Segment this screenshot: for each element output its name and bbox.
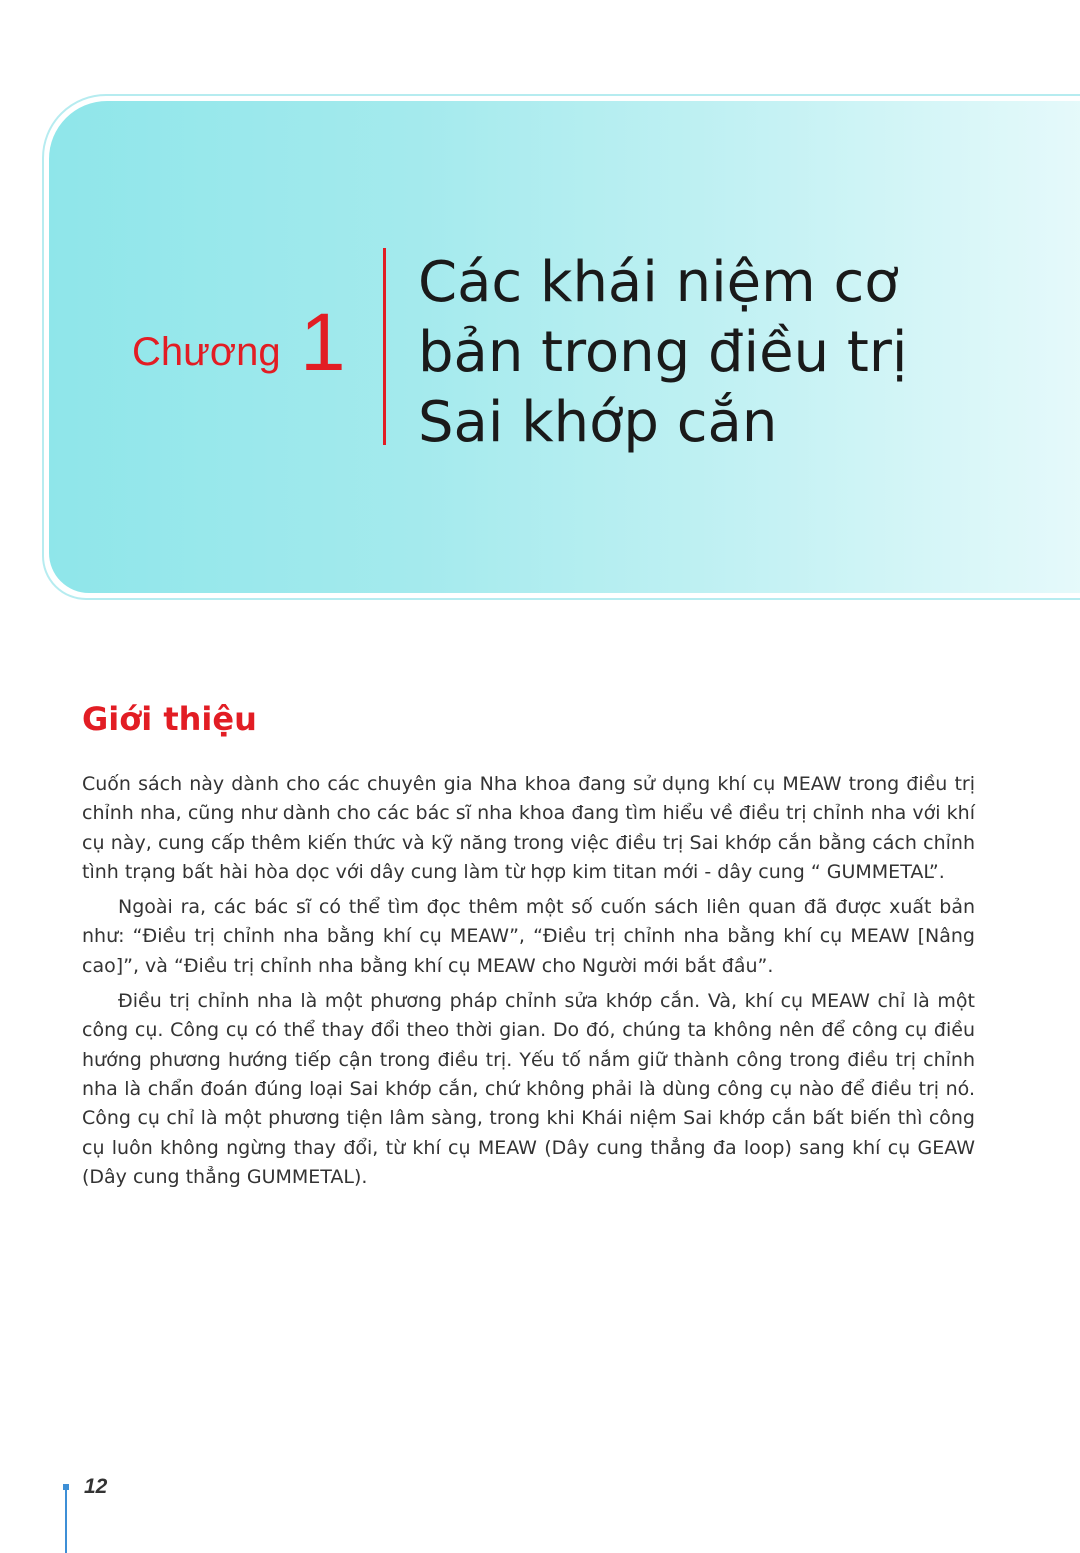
chapter-title-line: bản trong điều trị [418, 320, 908, 385]
section-heading: Giới thiệu [82, 700, 257, 738]
chapter-divider [383, 248, 386, 445]
page-rule [65, 1490, 67, 1553]
chapter-title-line: Các khái niệm cơ [418, 250, 899, 315]
chapter-title [418, 248, 1018, 458]
body-text [82, 770, 975, 1198]
page-number: 12 [84, 1475, 108, 1498]
paragraph: Cuốn sách này dành cho các chuyên gia Nha khoa đang sử dụng khí cụ MEAW trong điều trị chỉnh nha, cũng như dành cho các bác sĩ nha khoa đang tìm hiểu về điều trị chỉnh nha với khí cụ này, cung cấp thêm kiến thức và kỹ năng trong việc điều trị Sai khớp cắn bằng cách chỉnh tình trạng bất hài hòa dọc với dây cung làm từ hợp kim titan mới - dây cung “ GUMMETAL”. [82, 773, 975, 883]
chapter-title-line: Sai khớp cắn [418, 390, 778, 455]
paragraph: Điều trị chỉnh nha là một phương pháp chỉnh sửa khớp cắn. Và, khí cụ MEAW chỉ là một công cụ. Công cụ có thể thay đổi theo thời gian. Do đó, chúng ta không nên để công cụ điều hướng phương hướng tiếp cận trong điều trị. Yếu tố nắm giữ thành công trong điều trị chỉnh nha là chẩn đoán đúng loại Sai khớp cắn, chứ không phải là dùng công cụ nào để điều trị nó. Công cụ chỉ là một phương tiện lâm sàng, trong khi Khái niệm Sai khớp cắn bất biến thì công cụ luôn không ngừng thay đổi, từ khí cụ MEAW (Dây cung thẳng đa loop) sang khí cụ GEAW (Dây cung thẳng GUMMETAL). [82, 990, 975, 1188]
chapter-number: 1 [300, 297, 346, 388]
paragraph: Ngoài ra, các bác sĩ có thể tìm đọc thêm một số cuốn sách liên quan đã được xuất bản như: “Điều trị chỉnh nha bằng khí cụ MEAW”, “Điều trị chỉnh nha bằng khí cụ MEAW [Nâng cao]”, và “Điều trị chỉnh nha bằng khí cụ MEAW cho Người mới bắt đầu”. [82, 896, 975, 977]
chapter-label: Chương [132, 330, 281, 374]
